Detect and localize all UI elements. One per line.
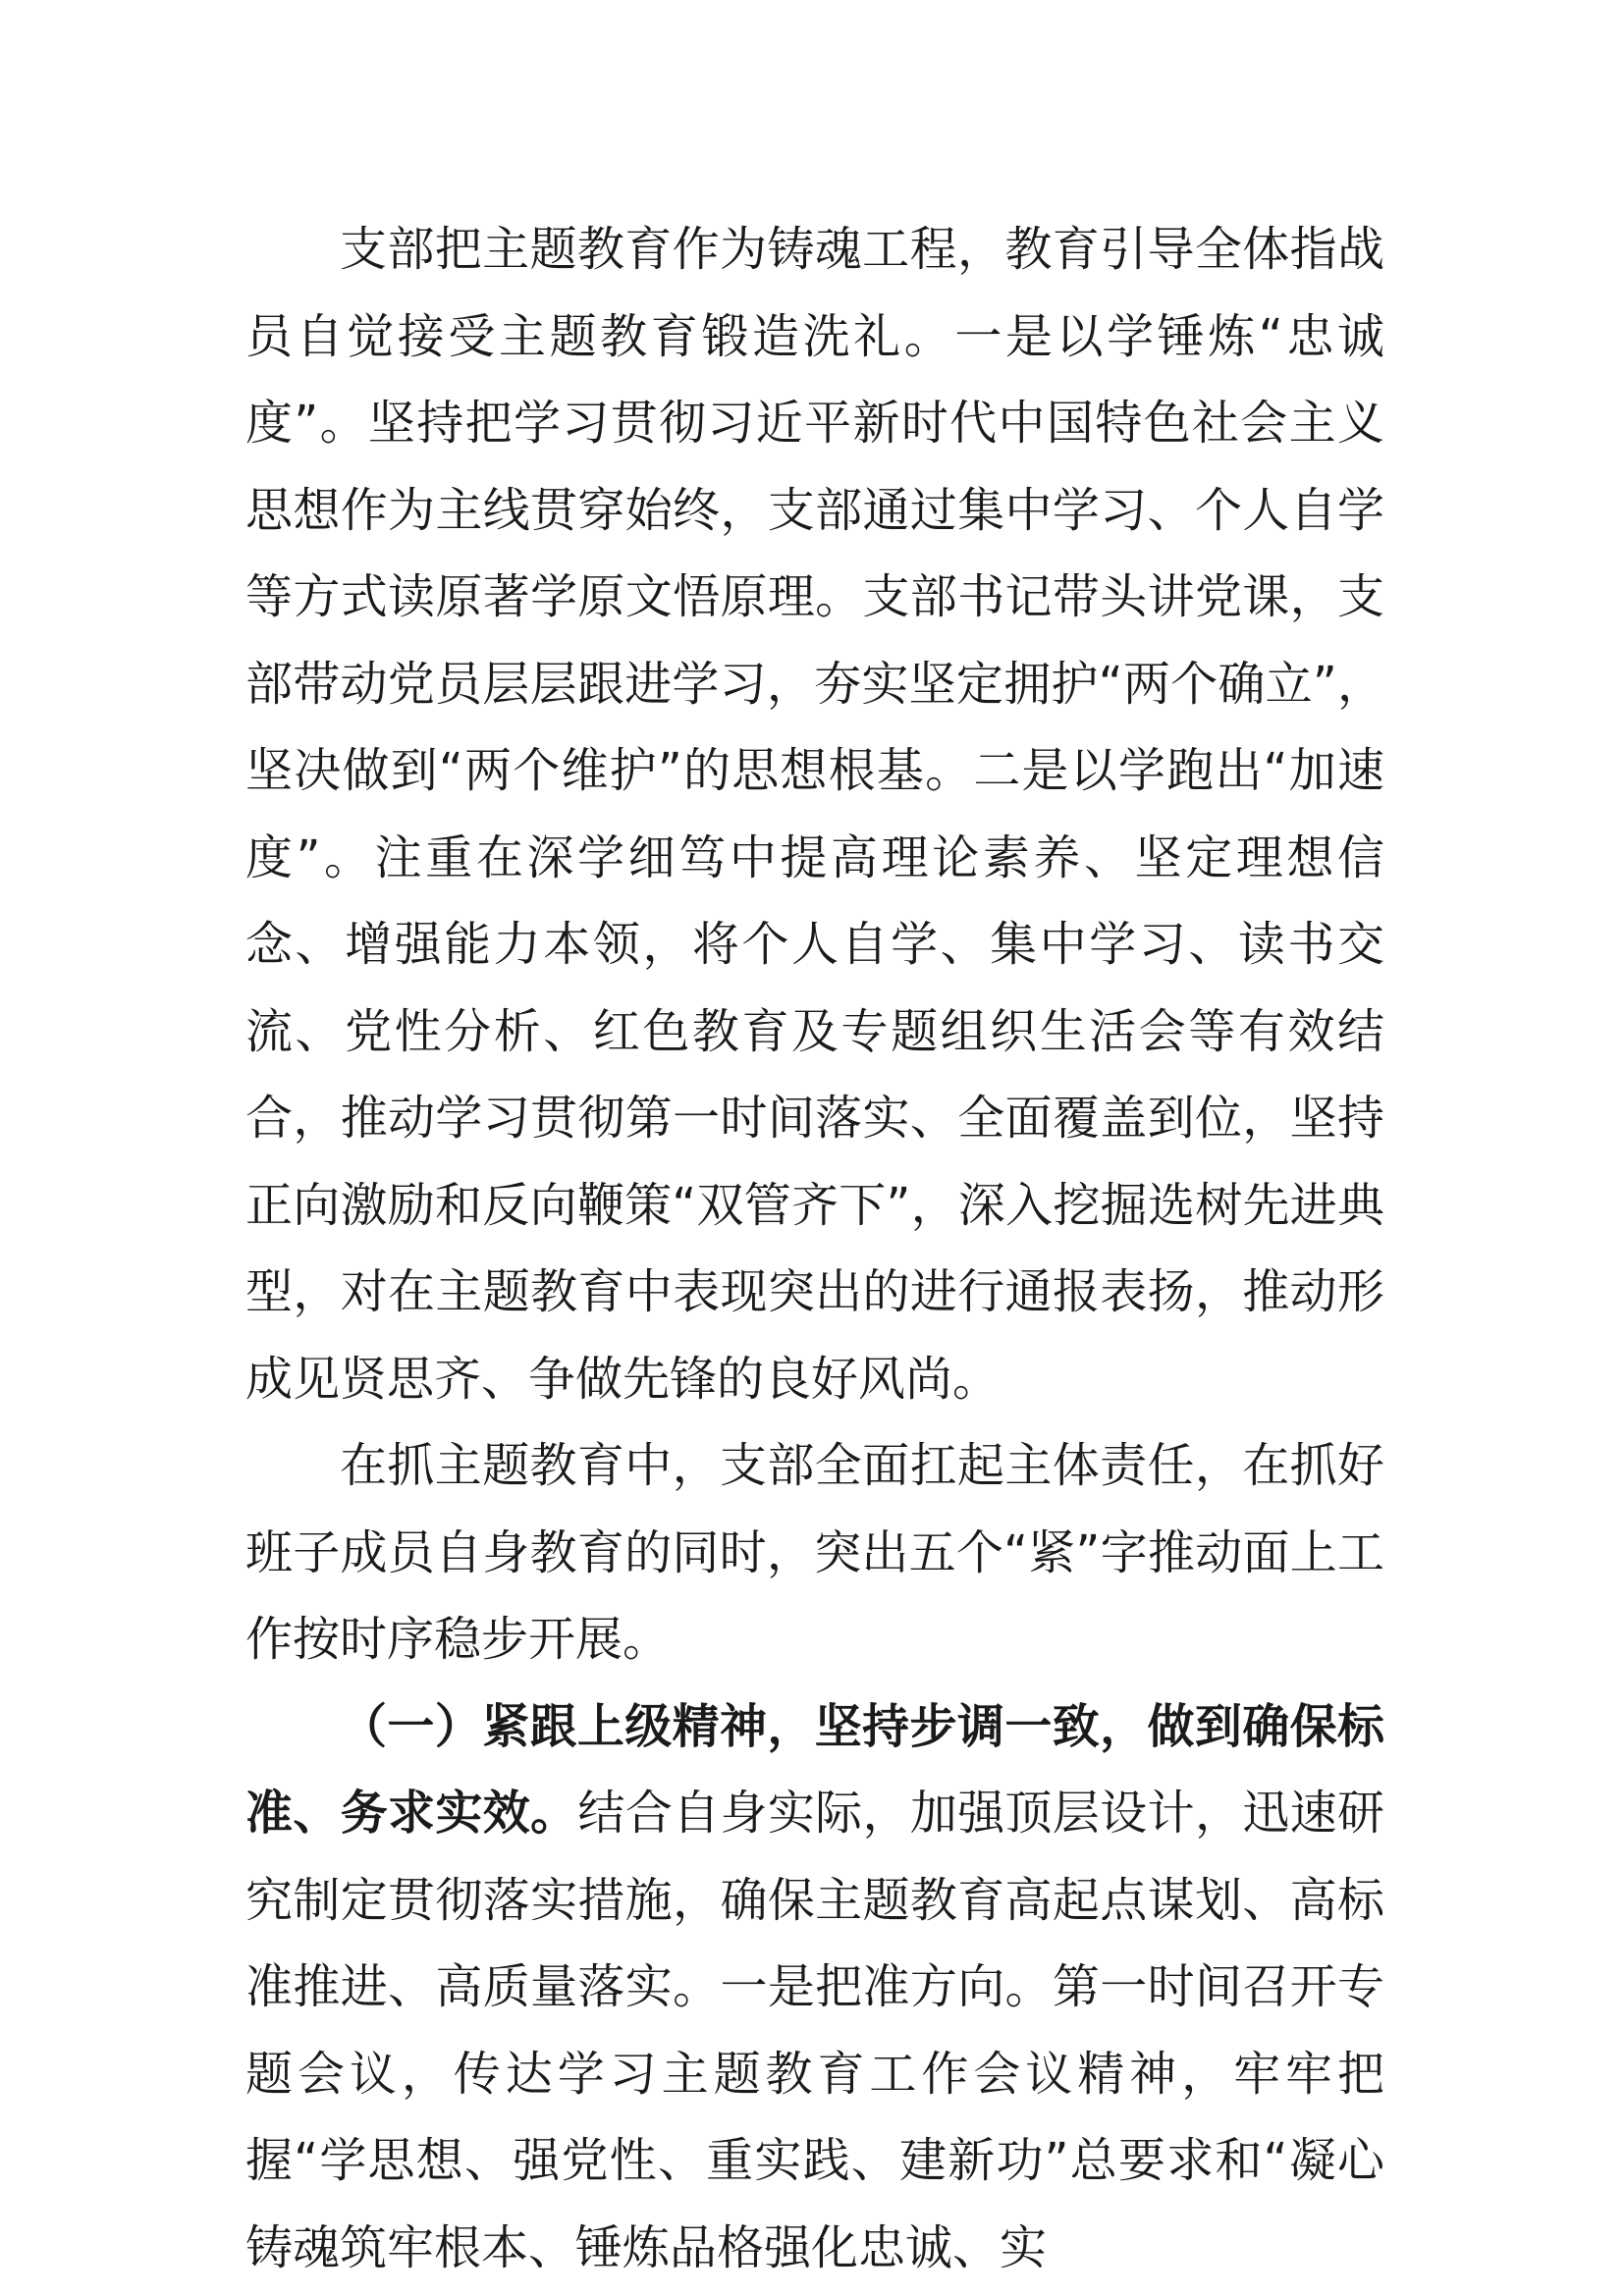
paragraph-section-one	[245, 1683, 1384, 2292]
section-one-body: 结合自身实际，加强顶层设计，迅速研究制定贯彻落实措施，确保主题教育高起点谋划、高标准推进、高质量落实。一是把准方向。第一时间召开专题会议，传达学习主题教育工作会议精神，牢牢把握“学思想、强党性、重实践、建新功”总要求和“凝心铸魂筑牢根本、锤炼品格强化忠诚、实	[245, 1786, 1384, 2275]
document-body	[245, 206, 1384, 2291]
section-one-heading: （一）紧跟上级精神，坚持步调一致，做到确保标准、务求实效。	[245, 1698, 1384, 1841]
paragraph-theme-education: 支部把主题教育作为铸魂工程，教育引导全体指战员自觉接受主题教育锻造洗礼。一是以学锤炼“忠诚度”。坚持把学习贯彻习近平新时代中国特色社会主义思想作为主线贯穿始终，支部通过集中学习、个人自学等方式读原著学原文悟原理。支部书记带头讲党课，支部带动党员层层跟进学习，夯实坚定拥护“两个确立”，坚决做到“两个维护”的思想根基。二是以学跑出“加速度”。注重在深学细笃中提高理论素养、坚定理想信念、增强能力本领，将个人自学、集中学习、读书交流、党性分析、红色教育及专题组织生活会等有效结合，推动学习贯彻第一时间落实、全面覆盖到位，坚持正向激励和反向鞭策“双管齐下”，深入挖掘选树先进典型，对在主题教育中表现突出的进行通报表扬，推动形成见贤思齐、争做先锋的良好风尚。	[245, 222, 1384, 1407]
paragraph-main-responsibility: 在抓主题教育中，支部全面扛起主体责任，在抓好班子成员自身教育的同时，突出五个“紧”字推动面上工作按时序稳步开展。	[245, 1438, 1384, 1667]
